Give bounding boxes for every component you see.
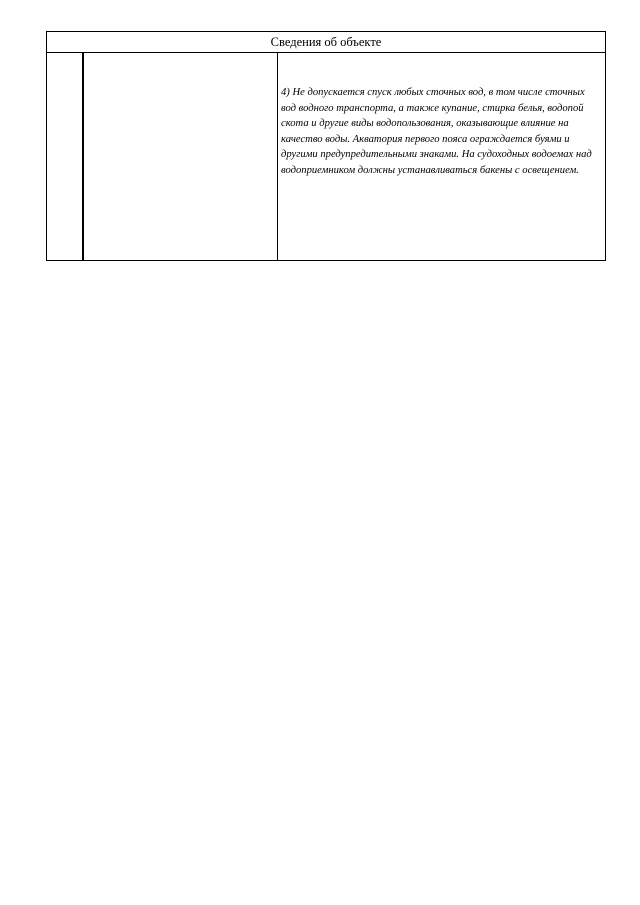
table-header-row (47, 32, 606, 53)
table-row (47, 53, 606, 261)
row-description-cell: 4) Не допускается спуск любых сточных вод, в том числе сточных вод водного транспорта, а также купание, стирка белья, водопой скота и другие виды водопользования, оказывающие влияние на качество воды. Акватория первого пояса ограждается буями и другими предупредительными знаками. На судоходных водоемах над водоприемником должны устанавливаться бакены с освещением. (278, 53, 606, 261)
object-info-table (46, 31, 606, 261)
row-number-cell (47, 53, 83, 261)
table-header-title: Сведения об объекте (47, 32, 606, 53)
row-name-cell (83, 53, 278, 261)
